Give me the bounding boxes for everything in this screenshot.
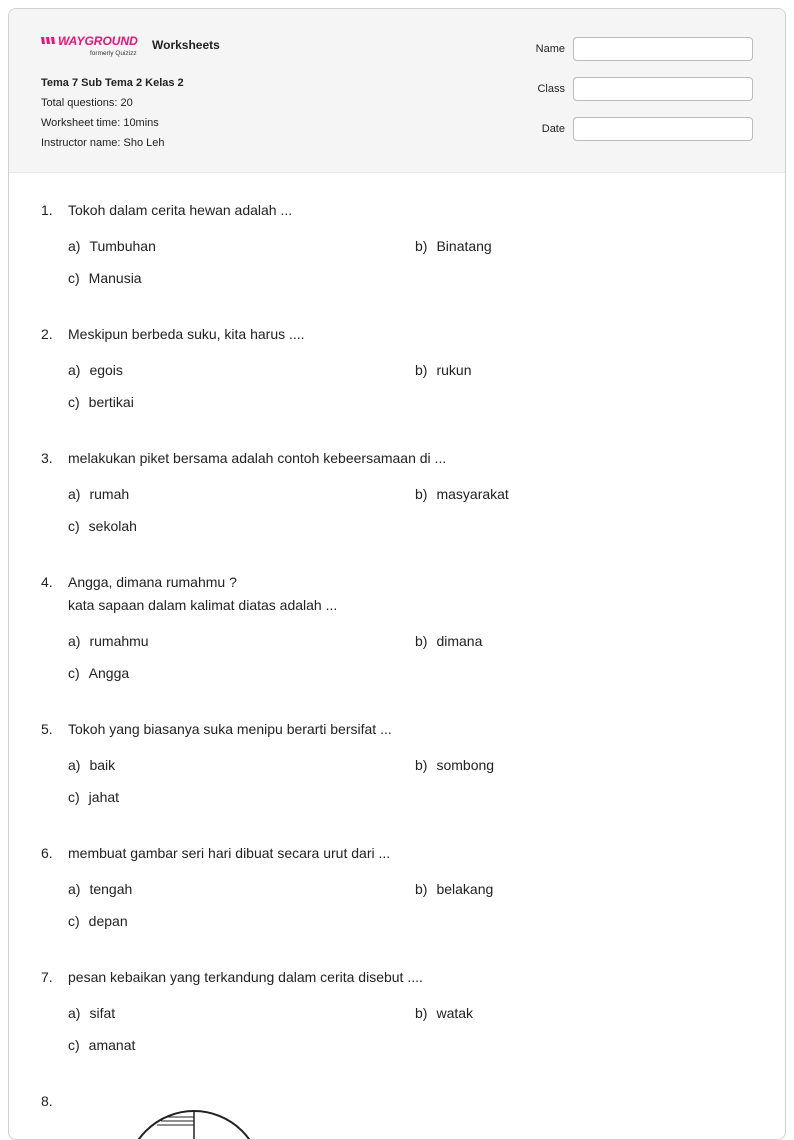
option-text: rumah: [89, 486, 130, 502]
option-letter: a): [68, 486, 81, 502]
question-row: [41, 718, 761, 741]
question-line: Angga, dimana rumahmu ?: [68, 574, 237, 590]
question-list: [41, 199, 761, 1140]
answer-options: [68, 359, 761, 414]
option-letter: a): [68, 757, 81, 773]
answer-option[interactable]: [68, 662, 415, 685]
answer-option[interactable]: [415, 483, 715, 506]
name-field-row: [536, 37, 753, 61]
question-text: [68, 447, 446, 470]
question-number: 5.: [41, 721, 53, 737]
answer-option[interactable]: [415, 878, 715, 901]
option-text: amanat: [88, 1037, 136, 1053]
question-8-image: [129, 1107, 259, 1140]
answer-options: [68, 483, 761, 538]
answer-option[interactable]: [68, 754, 415, 777]
answer-option[interactable]: [415, 1002, 715, 1025]
total-questions: Total questions: 20: [41, 97, 133, 109]
question-row: [41, 199, 761, 222]
answer-option[interactable]: [415, 754, 715, 777]
option-text: watak: [436, 1005, 474, 1021]
class-input[interactable]: [573, 77, 753, 101]
question-1: [41, 199, 761, 290]
answer-option[interactable]: [415, 235, 715, 258]
answer-option[interactable]: [415, 630, 715, 653]
option-letter: a): [68, 362, 81, 378]
question-4: [41, 571, 761, 685]
option-text: Angga: [88, 665, 130, 681]
option-letter: b): [415, 881, 428, 897]
question-number: 6.: [41, 845, 53, 861]
option-text: dimana: [436, 633, 483, 649]
worksheet-meta: [41, 73, 184, 153]
wayground-logo: [41, 33, 145, 59]
question-line: Meskipun berbeda suku, kita harus ....: [68, 326, 305, 342]
answer-option[interactable]: [68, 878, 415, 901]
question-number: 4.: [41, 574, 53, 590]
question-line: kata sapaan dalam kalimat diatas adalah ...: [68, 597, 338, 613]
answer-option[interactable]: [68, 267, 415, 290]
question-2: [41, 323, 761, 414]
option-text: Binatang: [436, 238, 492, 254]
date-field-row: [536, 117, 753, 141]
option-letter: b): [415, 757, 428, 773]
question-line: Tokoh yang biasanya suka menipu berarti bersifat ...: [68, 721, 392, 737]
answer-options: [68, 754, 761, 809]
option-letter: c): [68, 394, 80, 410]
question-number: 8.: [41, 1093, 53, 1109]
question-text: [68, 571, 337, 617]
option-text: sekolah: [88, 518, 137, 534]
option-letter: c): [68, 665, 80, 681]
question-row: [41, 323, 761, 346]
answer-option[interactable]: [68, 1002, 415, 1025]
option-text: jahat: [88, 789, 120, 805]
question-number: 2.: [41, 326, 53, 342]
date-input[interactable]: [573, 117, 753, 141]
question-row: [41, 571, 761, 617]
brand-label: Worksheets: [152, 38, 220, 52]
answer-option[interactable]: [68, 630, 415, 653]
option-text: tengah: [89, 881, 133, 897]
option-letter: a): [68, 1005, 81, 1021]
question-number: 3.: [41, 450, 53, 466]
answer-option[interactable]: [68, 359, 415, 382]
option-letter: b): [415, 362, 428, 378]
option-text: rumahmu: [89, 633, 149, 649]
logo-text: WAYGROUND: [58, 34, 138, 48]
question-row: [41, 966, 761, 989]
class-field-row: [536, 77, 753, 101]
name-label: Name: [535, 43, 565, 55]
option-letter: a): [68, 881, 81, 897]
worksheet-time: Worksheet time: 10mins: [41, 117, 159, 129]
answer-options: [68, 878, 761, 933]
option-letter: b): [415, 1005, 428, 1021]
instructor-name: Instructor name: Sho Leh: [41, 137, 165, 149]
question-3: [41, 447, 761, 538]
option-text: egois: [89, 362, 123, 378]
option-letter: a): [68, 238, 81, 254]
question-line: membuat gambar seri hari dibuat secara urut dari ...: [68, 845, 391, 861]
answer-option[interactable]: [68, 483, 415, 506]
date-label: Date: [541, 123, 565, 135]
question-text: [68, 966, 423, 989]
question-6: [41, 842, 761, 933]
question-number: 7.: [41, 969, 53, 985]
answer-options: [68, 235, 761, 290]
name-input[interactable]: [573, 37, 753, 61]
option-letter: c): [68, 270, 80, 286]
answer-option[interactable]: [415, 359, 715, 382]
question-line: pesan kebaikan yang terkandung dalam cerita disebut ....: [68, 969, 423, 985]
option-letter: c): [68, 1037, 80, 1053]
option-letter: b): [415, 633, 428, 649]
answer-option[interactable]: [68, 391, 415, 414]
answer-options: [68, 1002, 761, 1057]
option-letter: c): [68, 913, 80, 929]
answer-option[interactable]: [68, 235, 415, 258]
question-5: [41, 718, 761, 809]
option-text: depan: [88, 913, 128, 929]
question-row: [41, 842, 761, 865]
option-text: sombong: [436, 757, 495, 773]
logo-subtext: formerly Quizizz: [90, 50, 137, 57]
student-fields: [536, 37, 753, 157]
answer-option[interactable]: [68, 910, 415, 933]
answer-option[interactable]: [68, 786, 415, 809]
option-text: Manusia: [88, 270, 142, 286]
option-text: sifat: [89, 1005, 116, 1021]
option-letter: b): [415, 238, 428, 254]
question-text: [68, 199, 292, 222]
option-letter: b): [415, 486, 428, 502]
option-text: masyarakat: [436, 486, 509, 502]
option-letter: a): [68, 633, 81, 649]
worksheet-header: [9, 9, 785, 173]
option-text: baik: [89, 757, 116, 773]
question-line: Tokoh dalam cerita hewan adalah ...: [68, 202, 293, 218]
option-text: rukun: [436, 362, 472, 378]
worksheet-title: Tema 7 Sub Tema 2 Kelas 2: [41, 77, 184, 89]
question-row: [41, 447, 761, 470]
class-label: Class: [537, 83, 565, 95]
option-text: belakang: [436, 881, 494, 897]
question-line: melakukan piket bersama adalah contoh kebeersamaan di ...: [68, 450, 447, 466]
question-text: [68, 323, 305, 346]
answer-options: [68, 630, 761, 685]
question-text: [68, 718, 392, 741]
option-text: Tumbuhan: [89, 238, 156, 254]
worksheet: [8, 8, 786, 1140]
answer-option[interactable]: [68, 515, 415, 538]
option-text: bertikai: [88, 394, 134, 410]
question-number: 1.: [41, 202, 53, 218]
option-letter: c): [68, 518, 80, 534]
answer-option[interactable]: [68, 1034, 415, 1057]
option-letter: c): [68, 789, 80, 805]
question-7: [41, 966, 761, 1057]
question-text: [68, 842, 390, 865]
